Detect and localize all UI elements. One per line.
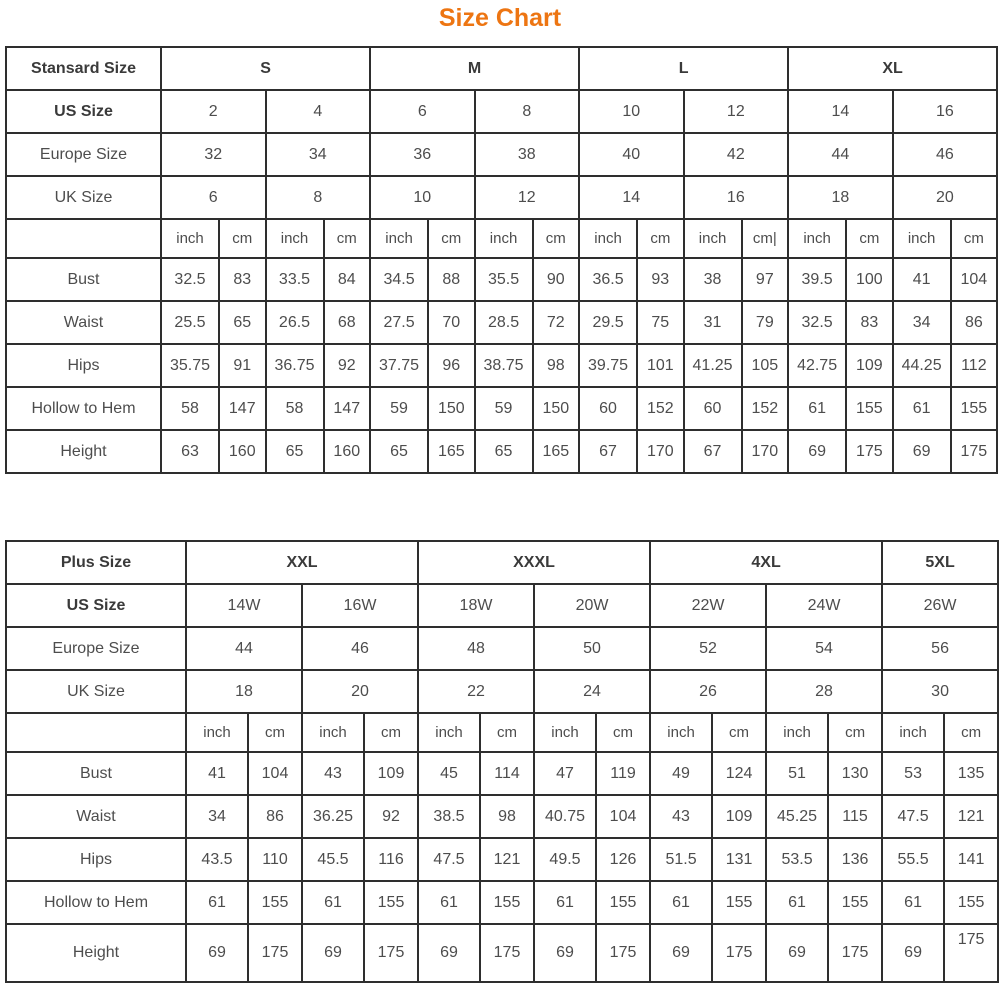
measurement-row: [6, 881, 998, 924]
measurement-value-cell: 65: [370, 430, 428, 473]
size-value-cell: 26W: [882, 584, 998, 627]
row-label: UK Size: [6, 176, 161, 219]
measurement-value-cell: 130: [828, 752, 882, 795]
measurement-value-cell: 90: [533, 258, 580, 301]
row-label: Europe Size: [6, 627, 186, 670]
measurement-value-cell: 147: [219, 387, 266, 430]
measurement-value-cell: 175: [951, 430, 998, 473]
measurement-row: [6, 344, 997, 387]
measurement-value-cell: 98: [533, 344, 580, 387]
unit-cell: inch: [788, 219, 846, 258]
measurement-value-cell: 37.75: [370, 344, 428, 387]
unit-cell: inch: [475, 219, 533, 258]
row-label: Waist: [6, 301, 161, 344]
table-gap: [0, 474, 1000, 540]
size-value-cell: 44: [186, 627, 302, 670]
measurement-value-cell: 141: [944, 838, 998, 881]
measurement-value-cell: 51: [766, 752, 828, 795]
measurement-row: [6, 924, 998, 982]
measurement-value-cell: 150: [428, 387, 475, 430]
page-title: Size Chart: [438, 4, 562, 32]
unit-cell: cm: [248, 713, 302, 752]
unit-cell: inch: [302, 713, 364, 752]
measurement-value-cell: 41.25: [684, 344, 742, 387]
size-value-cell: 6: [370, 90, 475, 133]
unit-cell: cm: [951, 219, 998, 258]
size-row: [6, 176, 997, 219]
measurement-value-cell: 34: [186, 795, 248, 838]
measurement-value-cell: 41: [186, 752, 248, 795]
size-value-cell: 20W: [534, 584, 650, 627]
measurement-value-cell: 61: [418, 881, 480, 924]
size-value-cell: 18: [186, 670, 302, 713]
measurement-value-cell: 175: [828, 924, 882, 982]
measurement-value-cell: 34: [893, 301, 951, 344]
measurement-value-cell: 84: [324, 258, 371, 301]
row-label: UK Size: [6, 670, 186, 713]
measurement-value-cell: 38.75: [475, 344, 533, 387]
size-value-cell: 42: [684, 133, 789, 176]
measurement-value-cell: 121: [944, 795, 998, 838]
measurement-value-cell: 91: [219, 344, 266, 387]
measurement-value-cell: 45.25: [766, 795, 828, 838]
measurement-value-cell: 69: [186, 924, 248, 982]
measurement-value-cell: 67: [579, 430, 637, 473]
measurement-value-cell: 47: [534, 752, 596, 795]
measurement-value-cell: 136: [828, 838, 882, 881]
measurement-row: [6, 838, 998, 881]
measurement-value-cell: 110: [248, 838, 302, 881]
measurement-value-cell: 150: [533, 387, 580, 430]
measurement-value-cell: 175: [248, 924, 302, 982]
size-row: [6, 584, 998, 627]
unit-cell: cm: [533, 219, 580, 258]
size-value-cell: 48: [418, 627, 534, 670]
size-value-cell: 46: [893, 133, 998, 176]
measurement-value-cell: 109: [846, 344, 893, 387]
measurement-value-cell: 135: [944, 752, 998, 795]
measurement-value-cell: 63: [161, 430, 219, 473]
measurement-value-cell: 69: [418, 924, 480, 982]
row-label: Height: [6, 924, 186, 982]
measurement-value-cell: 65: [266, 430, 324, 473]
size-row: [6, 90, 997, 133]
measurement-value-cell: 58: [161, 387, 219, 430]
row-label: Bust: [6, 752, 186, 795]
measurement-value-cell: 131: [712, 838, 766, 881]
measurement-value-cell: 75: [637, 301, 684, 344]
measurement-value-cell: 97: [742, 258, 789, 301]
measurement-value-cell: 86: [951, 301, 998, 344]
size-value-cell: 36: [370, 133, 475, 176]
measurement-value-cell: 43.5: [186, 838, 248, 881]
measurement-value-cell: 160: [219, 430, 266, 473]
size-group-header-row: [6, 47, 997, 90]
measurement-value-cell: 109: [364, 752, 418, 795]
measurement-value-cell: 61: [882, 881, 944, 924]
size-group-header: XL: [788, 47, 997, 90]
size-group-header: M: [370, 47, 579, 90]
measurement-value-cell: 38: [684, 258, 742, 301]
measurement-value-cell: 25.5: [161, 301, 219, 344]
measurement-value-cell: 88: [428, 258, 475, 301]
row-label: Bust: [6, 258, 161, 301]
size-value-cell: 14W: [186, 584, 302, 627]
measurement-value-cell: 59: [475, 387, 533, 430]
measurement-value-cell: 60: [684, 387, 742, 430]
measurement-value-cell: 39.75: [579, 344, 637, 387]
measurement-value-cell: 38.5: [418, 795, 480, 838]
measurement-value-cell: 43: [302, 752, 364, 795]
measurement-value-cell: 170: [742, 430, 789, 473]
unit-cell: inch: [266, 219, 324, 258]
measurement-value-cell: 155: [712, 881, 766, 924]
measurement-value-cell: 104: [951, 258, 998, 301]
measurement-value-cell: 165: [533, 430, 580, 473]
size-value-cell: 10: [370, 176, 475, 219]
size-group-header: XXL: [186, 541, 418, 584]
size-row: [6, 627, 998, 670]
size-value-cell: 16W: [302, 584, 418, 627]
measurement-value-cell: 65: [475, 430, 533, 473]
row-label: US Size: [6, 584, 186, 627]
measurement-value-cell: 70: [428, 301, 475, 344]
measurement-value-cell: 121: [480, 838, 534, 881]
measurement-value-cell: 35.75: [161, 344, 219, 387]
measurement-value-cell: 61: [766, 881, 828, 924]
size-value-cell: 18W: [418, 584, 534, 627]
measurement-value-cell: 65: [219, 301, 266, 344]
row-label: Hollow to Hem: [6, 881, 186, 924]
size-value-cell: 26: [650, 670, 766, 713]
size-value-cell: 16: [893, 90, 998, 133]
size-value-cell: 56: [882, 627, 998, 670]
measurement-value-cell: 61: [534, 881, 596, 924]
measurement-value-cell: 32.5: [788, 301, 846, 344]
size-value-cell: 14: [579, 176, 684, 219]
measurement-value-cell: 69: [882, 924, 944, 982]
unit-cell: inch: [893, 219, 951, 258]
size-value-cell: 40: [579, 133, 684, 176]
row-label: Hips: [6, 838, 186, 881]
measurement-value-cell: 61: [893, 387, 951, 430]
measurement-value-cell: 112: [951, 344, 998, 387]
measurement-value-cell: 83: [219, 258, 266, 301]
measurement-value-cell: 104: [596, 795, 650, 838]
size-value-cell: 14: [788, 90, 893, 133]
row-label: US Size: [6, 90, 161, 133]
measurement-value-cell: 119: [596, 752, 650, 795]
measurement-value-cell: 175: [480, 924, 534, 982]
measurement-value-cell: 42.75: [788, 344, 846, 387]
measurement-value-cell: 26.5: [266, 301, 324, 344]
size-group-header: S: [161, 47, 370, 90]
measurement-value-cell: 58: [266, 387, 324, 430]
unit-cell: cm: [428, 219, 475, 258]
measurement-value-cell: 155: [846, 387, 893, 430]
measurement-value-cell: 34.5: [370, 258, 428, 301]
measurement-value-cell: 53: [882, 752, 944, 795]
measurement-value-cell: 165: [428, 430, 475, 473]
units-row-spacer: [6, 219, 161, 258]
table-corner-label: Plus Size: [6, 541, 186, 584]
measurement-value-cell: 61: [650, 881, 712, 924]
size-value-cell: 50: [534, 627, 650, 670]
row-label: Hollow to Hem: [6, 387, 161, 430]
measurement-row: [6, 795, 998, 838]
size-value-cell: 22W: [650, 584, 766, 627]
measurement-value-cell: 49.5: [534, 838, 596, 881]
measurement-value-cell: 43: [650, 795, 712, 838]
plus-size-table: [5, 540, 999, 983]
measurement-value-cell: 160: [324, 430, 371, 473]
unit-cell: cm: [324, 219, 371, 258]
measurement-value-cell: 69: [534, 924, 596, 982]
measurement-value-cell: 105: [742, 344, 789, 387]
size-value-cell: 16: [684, 176, 789, 219]
size-row: [6, 670, 998, 713]
measurement-value-cell: 93: [637, 258, 684, 301]
measurement-value-cell: 68: [324, 301, 371, 344]
measurement-value-cell: 155: [951, 387, 998, 430]
measurement-value-cell: 104: [248, 752, 302, 795]
measurement-value-cell: 175: [846, 430, 893, 473]
size-value-cell: 12: [684, 90, 789, 133]
measurement-value-cell: 155: [596, 881, 650, 924]
measurement-value-cell: 72: [533, 301, 580, 344]
measurement-value-cell: 109: [712, 795, 766, 838]
standard-size-table-section: [0, 46, 1000, 474]
size-group-header: XXXL: [418, 541, 650, 584]
measurement-value-cell: 96: [428, 344, 475, 387]
measurement-value-cell: 51.5: [650, 838, 712, 881]
unit-cell: cm: [480, 713, 534, 752]
unit-cell: cm: [637, 219, 684, 258]
size-value-cell: 8: [475, 90, 580, 133]
size-group-header: L: [579, 47, 788, 90]
size-value-cell: 38: [475, 133, 580, 176]
measurement-value-cell: 69: [893, 430, 951, 473]
measurement-value-cell: 175: [596, 924, 650, 982]
measurement-value-cell: 175: [364, 924, 418, 982]
measurement-value-cell: 60: [579, 387, 637, 430]
unit-cell: inch: [882, 713, 944, 752]
size-value-cell: 30: [882, 670, 998, 713]
measurement-value-cell: 116: [364, 838, 418, 881]
unit-cell: inch: [579, 219, 637, 258]
measurement-value-cell: 36.5: [579, 258, 637, 301]
size-value-cell: 34: [266, 133, 371, 176]
measurement-value-cell: 67: [684, 430, 742, 473]
unit-cell: inch: [534, 713, 596, 752]
measurement-value-cell: 147: [324, 387, 371, 430]
size-value-cell: 24W: [766, 584, 882, 627]
measurement-value-cell: 32.5: [161, 258, 219, 301]
row-label: Europe Size: [6, 133, 161, 176]
size-value-cell: 22: [418, 670, 534, 713]
size-value-cell: 24: [534, 670, 650, 713]
measurement-value-cell: 45.5: [302, 838, 364, 881]
measurement-value-cell: 155: [248, 881, 302, 924]
row-label: Hips: [6, 344, 161, 387]
measurement-row: [6, 258, 997, 301]
unit-cell: cm|: [742, 219, 789, 258]
measurement-value-cell: 55.5: [882, 838, 944, 881]
measurement-value-cell: 61: [302, 881, 364, 924]
unit-cell: cm: [944, 713, 998, 752]
measurement-value-cell: 47.5: [882, 795, 944, 838]
size-value-cell: 4: [266, 90, 371, 133]
measurement-value-cell: 31: [684, 301, 742, 344]
measurement-value-cell: 28.5: [475, 301, 533, 344]
measurement-value-cell: 47.5: [418, 838, 480, 881]
measurement-row: [6, 752, 998, 795]
unit-cell: inch: [418, 713, 480, 752]
plus-size-table-section: [0, 540, 1000, 983]
standard-size-table: [5, 46, 998, 474]
measurement-value-cell: 39.5: [788, 258, 846, 301]
size-value-cell: 54: [766, 627, 882, 670]
measurement-value-cell: 40.75: [534, 795, 596, 838]
measurement-value-cell: 152: [742, 387, 789, 430]
unit-cell: inch: [161, 219, 219, 258]
unit-cell: inch: [370, 219, 428, 258]
unit-cell: cm: [219, 219, 266, 258]
measurement-value-cell: 155: [364, 881, 418, 924]
measurement-value-cell: 115: [828, 795, 882, 838]
size-row: [6, 133, 997, 176]
measurement-value-cell: 79: [742, 301, 789, 344]
measurement-value-cell: 41: [893, 258, 951, 301]
size-value-cell: 2: [161, 90, 266, 133]
measurement-value-cell: 100: [846, 258, 893, 301]
size-value-cell: 32: [161, 133, 266, 176]
measurement-value-cell: 36.25: [302, 795, 364, 838]
measurement-row: [6, 301, 997, 344]
measurement-value-cell: 36.75: [266, 344, 324, 387]
measurement-value-cell: 98: [480, 795, 534, 838]
measurement-value-cell: 69: [766, 924, 828, 982]
measurement-value-cell: 126: [596, 838, 650, 881]
unit-cell: inch: [186, 713, 248, 752]
measurement-row: [6, 430, 997, 473]
row-label: Height: [6, 430, 161, 473]
unit-cell: inch: [684, 219, 742, 258]
units-row: [6, 219, 997, 258]
size-group-header: 4XL: [650, 541, 882, 584]
measurement-value-cell: 155: [480, 881, 534, 924]
units-row: [6, 713, 998, 752]
measurement-value-cell: 69: [650, 924, 712, 982]
measurement-value-cell: 29.5: [579, 301, 637, 344]
measurement-row: [6, 387, 997, 430]
measurement-value-cell: 92: [364, 795, 418, 838]
size-group-header: 5XL: [882, 541, 998, 584]
measurement-value-cell: 27.5: [370, 301, 428, 344]
measurement-value-cell: 69: [302, 924, 364, 982]
unit-cell: cm: [846, 219, 893, 258]
size-value-cell: 46: [302, 627, 418, 670]
measurement-value-cell: 61: [186, 881, 248, 924]
measurement-value-cell: 35.5: [475, 258, 533, 301]
measurement-value-cell: 152: [637, 387, 684, 430]
measurement-value-cell: 59: [370, 387, 428, 430]
measurement-value-cell: 92: [324, 344, 371, 387]
size-value-cell: 8: [266, 176, 371, 219]
measurement-value-cell: 53.5: [766, 838, 828, 881]
measurement-value-cell: 86: [248, 795, 302, 838]
measurement-value-cell: 175: [712, 924, 766, 982]
size-value-cell: 28: [766, 670, 882, 713]
measurement-value-cell: 61: [788, 387, 846, 430]
unit-cell: inch: [650, 713, 712, 752]
measurement-value-cell: 83: [846, 301, 893, 344]
table-corner-label: Stansard Size: [6, 47, 161, 90]
measurement-value-cell: 45: [418, 752, 480, 795]
measurement-value-cell: 124: [712, 752, 766, 795]
units-row-spacer: [6, 713, 186, 752]
size-value-cell: 52: [650, 627, 766, 670]
size-value-cell: 10: [579, 90, 684, 133]
size-value-cell: 20: [893, 176, 998, 219]
unit-cell: inch: [766, 713, 828, 752]
measurement-value-cell: 101: [637, 344, 684, 387]
size-group-header-row: [6, 541, 998, 584]
size-value-cell: 6: [161, 176, 266, 219]
unit-cell: cm: [364, 713, 418, 752]
size-value-cell: 20: [302, 670, 418, 713]
measurement-value-cell: 170: [637, 430, 684, 473]
measurement-value-cell: 44.25: [893, 344, 951, 387]
row-label: Waist: [6, 795, 186, 838]
size-value-cell: 18: [788, 176, 893, 219]
size-value-cell: 44: [788, 133, 893, 176]
measurement-value-cell: 114: [480, 752, 534, 795]
size-value-cell: 12: [475, 176, 580, 219]
unit-cell: cm: [596, 713, 650, 752]
measurement-value-cell: 155: [944, 881, 998, 924]
measurement-value-cell: 49: [650, 752, 712, 795]
unit-cell: cm: [712, 713, 766, 752]
measurement-value-cell: 175: [944, 924, 998, 982]
measurement-value-cell: 33.5: [266, 258, 324, 301]
unit-cell: cm: [828, 713, 882, 752]
measurement-value-cell: 69: [788, 430, 846, 473]
measurement-value-cell: 155: [828, 881, 882, 924]
